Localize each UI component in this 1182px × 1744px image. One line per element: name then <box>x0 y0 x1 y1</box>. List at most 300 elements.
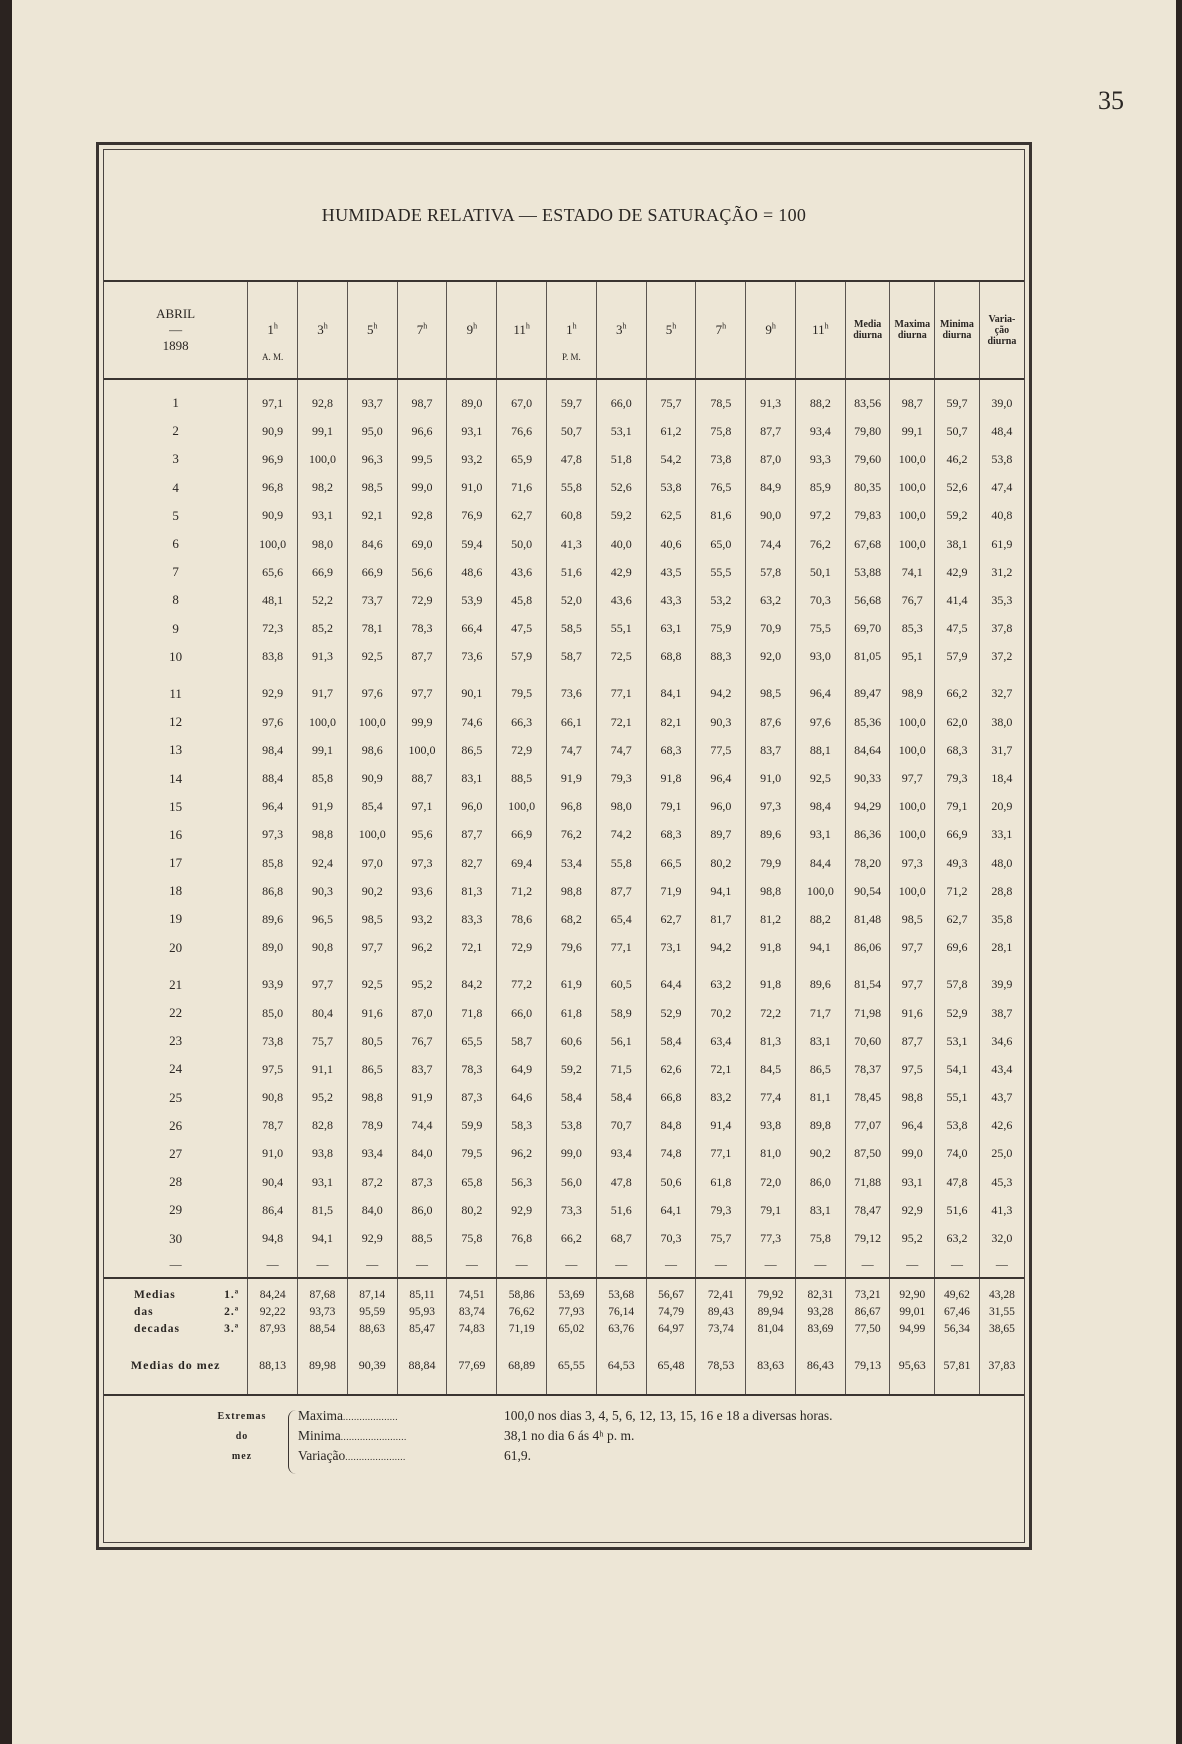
day-value: 66,5 <box>646 849 696 877</box>
day-value: 47,8 <box>547 445 597 473</box>
day-value: 93,3 <box>796 445 846 473</box>
gap-cell <box>746 671 796 680</box>
dash-cell: — <box>447 1253 497 1278</box>
decade-value: 87,93 <box>248 1321 298 1338</box>
derived-header-2 <box>890 282 935 379</box>
day-value: 79,6 <box>547 934 597 962</box>
day-value: 96,0 <box>696 793 746 821</box>
day-value: 92,5 <box>796 764 846 792</box>
month-means-value: 79,13 <box>845 1338 890 1395</box>
day-value: 94,1 <box>796 934 846 962</box>
day-value: 58,4 <box>646 1027 696 1055</box>
day-value: 59,9 <box>447 1112 497 1140</box>
day-value: 86,0 <box>796 1168 846 1196</box>
day-value: 84,5 <box>746 1055 796 1083</box>
day-value: 43,4 <box>979 1055 1024 1083</box>
decade-value: 95,59 <box>347 1304 397 1321</box>
day-value: 96,4 <box>796 680 846 708</box>
day-value: 83,3 <box>447 905 497 933</box>
day-value: 95,2 <box>890 1224 935 1252</box>
gap-cell <box>979 671 1024 680</box>
day-value: 96,4 <box>890 1112 935 1140</box>
decade-row <box>104 1287 1024 1304</box>
day-value: 100,0 <box>248 530 298 558</box>
hour-suffix: h <box>771 321 776 331</box>
day-value: 97,1 <box>397 793 447 821</box>
month-means-value: 88,13 <box>248 1338 298 1395</box>
hour-label: 1$^h$ <box>267 321 278 338</box>
day-value: 79,9 <box>746 849 796 877</box>
day-value: 81,5 <box>298 1196 348 1224</box>
day-value: 81,05 <box>845 643 890 671</box>
day-value: 94,1 <box>696 877 746 905</box>
day-value: 88,5 <box>497 764 547 792</box>
day-value: 61,9 <box>547 971 597 999</box>
day-value: 70,60 <box>845 1027 890 1055</box>
decade-value: 64,97 <box>646 1321 696 1338</box>
day-value: 42,9 <box>935 558 980 586</box>
day-value: 59,7 <box>935 389 980 417</box>
decade-value: 53,68 <box>596 1287 646 1304</box>
day-value: 91,1 <box>298 1055 348 1083</box>
day-value: 95,1 <box>890 643 935 671</box>
hour-label: 5$^h$ <box>665 321 677 338</box>
day-value: 39,0 <box>979 389 1024 417</box>
day-value: 81,0 <box>746 1140 796 1168</box>
day-value: 63,2 <box>696 971 746 999</box>
day-value: 43,6 <box>596 586 646 614</box>
day-value: 66,0 <box>596 389 646 417</box>
day-value: 55,1 <box>935 1084 980 1112</box>
day-value: 51,6 <box>596 1196 646 1224</box>
gap-cell <box>497 671 547 680</box>
day-value: 90,8 <box>298 934 348 962</box>
day-value: 93,4 <box>596 1140 646 1168</box>
decade-value: 94,99 <box>890 1321 935 1338</box>
day-value: 87,3 <box>397 1168 447 1196</box>
day-value: 28,1 <box>979 934 1024 962</box>
day-number: 4 <box>172 479 179 495</box>
day-value: 92,8 <box>298 389 348 417</box>
decade-value: 88,54 <box>298 1321 348 1338</box>
day-value: 78,5 <box>696 389 746 417</box>
month-means-value: 77,69 <box>447 1338 497 1395</box>
day-value: 98,8 <box>298 821 348 849</box>
dash-cell: — <box>596 1253 646 1278</box>
day-value: 69,70 <box>845 615 890 643</box>
hour-header-6 <box>497 282 547 379</box>
decade-row <box>104 1321 1024 1338</box>
day-value: 20,9 <box>979 793 1024 821</box>
table-frame <box>96 142 1032 1550</box>
day-value: 62,7 <box>935 905 980 933</box>
gap-row <box>104 671 1024 680</box>
hour-header-7 <box>547 282 597 379</box>
day-value: 87,7 <box>890 1027 935 1055</box>
gap-cell <box>298 671 348 680</box>
day-value: 93,4 <box>347 1140 397 1168</box>
day-value: 66,9 <box>497 821 547 849</box>
day-row <box>104 1084 1024 1112</box>
day-value: 47,8 <box>935 1168 980 1196</box>
day-value: 63,4 <box>696 1027 746 1055</box>
title-box <box>104 150 1024 282</box>
day-value: 53,2 <box>696 586 746 614</box>
decade-value: 71,19 <box>497 1321 547 1338</box>
dash-cell: — <box>796 1253 846 1278</box>
day-value: 47,4 <box>979 474 1024 502</box>
day-value: 89,47 <box>845 680 890 708</box>
day-value: 96,3 <box>347 445 397 473</box>
day-value: 92,9 <box>497 1196 547 1224</box>
spacer-cell <box>497 1278 547 1287</box>
day-row <box>104 877 1024 905</box>
decade-value: 38,65 <box>979 1321 1024 1338</box>
day-value: 66,4 <box>447 615 497 643</box>
day-value: 70,3 <box>646 1224 696 1252</box>
day-value: 91,7 <box>298 680 348 708</box>
day-value: 56,0 <box>547 1168 597 1196</box>
day-value: 79,80 <box>845 417 890 445</box>
day-value: 93,1 <box>298 502 348 530</box>
day-value: 79,1 <box>935 793 980 821</box>
extreme-value-3: 61,9. <box>504 1447 531 1463</box>
day-value: 74,7 <box>547 736 597 764</box>
hour-suffix: h <box>423 321 428 331</box>
extreme-name-text: Minima <box>298 1427 341 1443</box>
hour-header-4 <box>397 282 447 379</box>
decade-value: 85,47 <box>397 1321 447 1338</box>
spacer-cell <box>547 1278 597 1287</box>
day-value: 92,1 <box>347 502 397 530</box>
hour-header-2 <box>298 282 348 379</box>
day-value: 85,4 <box>347 793 397 821</box>
day-value: 87,0 <box>397 999 447 1027</box>
gap-cell <box>347 962 397 971</box>
day-value: 73,6 <box>447 643 497 671</box>
day-value: 86,8 <box>248 877 298 905</box>
day-value: 85,3 <box>890 615 935 643</box>
day-value: 73,7 <box>347 586 397 614</box>
day-value: 53,4 <box>547 849 597 877</box>
day-value: 77,4 <box>746 1084 796 1112</box>
decade-label-word: Medias <box>134 1289 176 1302</box>
day-row <box>104 586 1024 614</box>
day-value: 100,0 <box>497 793 547 821</box>
day-value: 75,8 <box>696 417 746 445</box>
day-value: 95,2 <box>397 971 447 999</box>
spacer-cell <box>935 1278 980 1287</box>
decade-ordinal: 2.ª <box>224 1306 240 1319</box>
decade-value: 63,76 <box>596 1321 646 1338</box>
day-value: 96,4 <box>696 764 746 792</box>
decade-value: 92,22 <box>248 1304 298 1321</box>
extremes-label: Extremas <box>217 1410 267 1422</box>
gap-cell <box>104 379 248 389</box>
day-row <box>104 558 1024 586</box>
spacer-cell <box>979 1278 1024 1287</box>
gap-cell <box>890 962 935 971</box>
hour-label: 9$^h$ <box>466 321 478 338</box>
day-value: 98,8 <box>347 1084 397 1112</box>
derived-label-line: diurna <box>942 330 972 341</box>
day-value: 84,2 <box>447 971 497 999</box>
day-value: 86,4 <box>248 1196 298 1224</box>
day-value: 47,8 <box>596 1168 646 1196</box>
gap-cell <box>696 962 746 971</box>
day-value: 33,1 <box>979 821 1024 849</box>
day-value: 62,5 <box>646 502 696 530</box>
day-value: 98,8 <box>890 1084 935 1112</box>
day-value: 53,88 <box>845 558 890 586</box>
day-row <box>104 643 1024 671</box>
day-value: 77,2 <box>497 971 547 999</box>
hour-suffix: h <box>722 321 727 331</box>
decade-ordinal: 1.ª <box>224 1289 240 1302</box>
decade-value: 92,90 <box>890 1287 935 1304</box>
day-value: 55,1 <box>596 615 646 643</box>
dash-cell: — <box>248 1253 298 1278</box>
day-value: 99,1 <box>298 417 348 445</box>
day-value: 58,4 <box>596 1084 646 1112</box>
day-value: 83,1 <box>796 1027 846 1055</box>
gap-cell <box>935 962 980 971</box>
gap-cell <box>796 962 846 971</box>
day-value: 91,3 <box>298 643 348 671</box>
day-value: 65,0 <box>696 530 746 558</box>
day-value: 96,0 <box>447 793 497 821</box>
day-value: 55,8 <box>596 849 646 877</box>
day-value: 74,7 <box>596 736 646 764</box>
day-value: 69,0 <box>397 530 447 558</box>
gap-cell <box>746 962 796 971</box>
month-means-value: 64,53 <box>596 1338 646 1395</box>
day-value: 79,5 <box>447 1140 497 1168</box>
day-value: 50,0 <box>497 530 547 558</box>
day-value: 98,8 <box>547 877 597 905</box>
day-value: 71,98 <box>845 999 890 1027</box>
day-value: 96,8 <box>248 474 298 502</box>
gap-cell <box>596 379 646 389</box>
day-value: 53,9 <box>447 586 497 614</box>
day-value: 38,1 <box>935 530 980 558</box>
day-value: 80,2 <box>696 849 746 877</box>
day-value: 49,3 <box>935 849 980 877</box>
day-value: 74,6 <box>447 708 497 736</box>
day-value: 93,9 <box>248 971 298 999</box>
day-value: 86,36 <box>845 821 890 849</box>
day-value: 97,3 <box>248 821 298 849</box>
dash-cell: — <box>347 1253 397 1278</box>
day-row <box>104 389 1024 417</box>
day-value: 75,7 <box>646 389 696 417</box>
month-means-value: 57,81 <box>935 1338 980 1395</box>
day-value: 63,2 <box>935 1224 980 1252</box>
day-value: 38,7 <box>979 999 1024 1027</box>
day-value: 77,1 <box>596 680 646 708</box>
day-value: 96,2 <box>397 934 447 962</box>
day-value: 37,8 <box>979 615 1024 643</box>
day-value: 100,0 <box>890 821 935 849</box>
day-value: 65,9 <box>497 445 547 473</box>
dash-cell: — <box>979 1253 1024 1278</box>
day-value: 76,2 <box>796 530 846 558</box>
day-value: 71,8 <box>447 999 497 1027</box>
year-label: 1898 <box>162 338 189 353</box>
day-value: 97,2 <box>796 502 846 530</box>
day-value: 37,2 <box>979 643 1024 671</box>
day-value: 80,5 <box>347 1027 397 1055</box>
day-value: 97,5 <box>890 1055 935 1083</box>
day-value: 40,6 <box>646 530 696 558</box>
day-value: 73,8 <box>248 1027 298 1055</box>
gap-cell <box>397 379 447 389</box>
day-value: 87,6 <box>746 708 796 736</box>
day-value: 60,5 <box>596 971 646 999</box>
day-value: 35,3 <box>979 586 1024 614</box>
decade-value: 79,92 <box>746 1287 796 1304</box>
gap-cell <box>935 379 980 389</box>
day-value: 86,0 <box>397 1196 447 1224</box>
day-value: 94,29 <box>845 793 890 821</box>
day-value: 40,0 <box>596 530 646 558</box>
day-value: 71,7 <box>796 999 846 1027</box>
day-value: 75,8 <box>447 1224 497 1252</box>
day-row <box>104 1140 1024 1168</box>
day-value: 93,0 <box>796 643 846 671</box>
derived-header-4 <box>979 282 1024 379</box>
day-value: 77,07 <box>845 1112 890 1140</box>
day-value: 81,2 <box>746 905 796 933</box>
gap-cell <box>497 379 547 389</box>
day-row <box>104 971 1024 999</box>
day-value: 83,1 <box>796 1196 846 1224</box>
day-value: 96,6 <box>397 417 447 445</box>
day-value: 52,6 <box>596 474 646 502</box>
day-value: 90,8 <box>248 1084 298 1112</box>
derived-label <box>980 314 1024 347</box>
gap-cell <box>845 962 890 971</box>
day-value: 81,6 <box>696 502 746 530</box>
day-value: 93,2 <box>447 445 497 473</box>
day-value: 25,0 <box>979 1140 1024 1168</box>
decade-value: 77,93 <box>547 1304 597 1321</box>
day-value: 89,0 <box>248 934 298 962</box>
day-value: 79,3 <box>935 764 980 792</box>
day-value: 87,3 <box>447 1084 497 1112</box>
day-value: 81,54 <box>845 971 890 999</box>
spacer-cell <box>646 1278 696 1287</box>
decade-value: 49,62 <box>935 1287 980 1304</box>
day-value: 94,1 <box>298 1224 348 1252</box>
day-value: 88,2 <box>796 905 846 933</box>
days-body <box>104 379 1024 1278</box>
day-value: 79,3 <box>596 764 646 792</box>
dash-cell: — <box>298 1253 348 1278</box>
dash-cell: — <box>845 1253 890 1278</box>
day-row <box>104 905 1024 933</box>
day-value: 100,0 <box>890 793 935 821</box>
day-value: 53,8 <box>935 1112 980 1140</box>
day-value: 87,2 <box>347 1168 397 1196</box>
day-value: 97,7 <box>298 971 348 999</box>
day-value: 28,8 <box>979 877 1024 905</box>
day-value: 79,1 <box>646 793 696 821</box>
day-value: 48,4 <box>979 417 1024 445</box>
day-value: 81,3 <box>746 1027 796 1055</box>
day-row <box>104 708 1024 736</box>
spacer-row <box>104 1278 1024 1287</box>
day-value: 97,5 <box>248 1055 298 1083</box>
day-value: 90,33 <box>845 764 890 792</box>
day-value: 41,4 <box>935 586 980 614</box>
day-value: 54,1 <box>935 1055 980 1083</box>
humidity-table <box>104 282 1024 1396</box>
day-value: 98,5 <box>347 474 397 502</box>
day-value: 51,6 <box>935 1196 980 1224</box>
day-value: 80,2 <box>447 1196 497 1224</box>
extreme-dots: ........................ <box>340 1431 407 1442</box>
day-number: 22 <box>169 1005 183 1021</box>
day-value: 92,9 <box>890 1196 935 1224</box>
month-means-value: 65,48 <box>646 1338 696 1395</box>
day-value: 69,6 <box>935 934 980 962</box>
hour-header-10 <box>696 282 746 379</box>
day-number: 21 <box>169 976 183 992</box>
day-value: 96,4 <box>248 793 298 821</box>
day-value: 74,2 <box>596 821 646 849</box>
day-value: 93,1 <box>890 1168 935 1196</box>
am-label: A. M. <box>262 352 284 362</box>
hour-label: 11$^h$ <box>513 321 530 338</box>
day-value: 100,0 <box>298 445 348 473</box>
day-value: 79,12 <box>845 1224 890 1252</box>
day-value: 47,5 <box>497 615 547 643</box>
day-value: 88,1 <box>796 736 846 764</box>
day-value: 84,4 <box>796 849 846 877</box>
day-value: 90,2 <box>796 1140 846 1168</box>
day-value: 88,5 <box>397 1224 447 1252</box>
day-number: 9 <box>172 620 179 636</box>
day-value: 45,3 <box>979 1168 1024 1196</box>
day-value: 47,5 <box>935 615 980 643</box>
day-value: 90,3 <box>298 877 348 905</box>
day-value: 78,9 <box>347 1112 397 1140</box>
day-value: 43,7 <box>979 1084 1024 1112</box>
gap-cell <box>890 671 935 680</box>
day-value: 73,8 <box>696 445 746 473</box>
gap-cell <box>596 671 646 680</box>
gap-cell <box>696 671 746 680</box>
hour-header-3 <box>347 282 397 379</box>
day-value: 64,4 <box>646 971 696 999</box>
day-value: 72,2 <box>746 999 796 1027</box>
day-value: 86,5 <box>796 1055 846 1083</box>
gap-cell <box>397 962 447 971</box>
day-value: 76,2 <box>547 821 597 849</box>
hour-label: 3$^h$ <box>317 321 328 338</box>
day-value: 82,7 <box>447 849 497 877</box>
day-value: 98,7 <box>397 389 447 417</box>
extremes-label: do <box>235 1430 249 1442</box>
day-value: 98,6 <box>347 736 397 764</box>
gap-cell <box>746 379 796 389</box>
day-value: 91,3 <box>746 389 796 417</box>
day-value: 95,6 <box>397 821 447 849</box>
day-value: 53,1 <box>596 417 646 445</box>
day-value: 52,0 <box>547 586 597 614</box>
day-value: 48,1 <box>248 586 298 614</box>
